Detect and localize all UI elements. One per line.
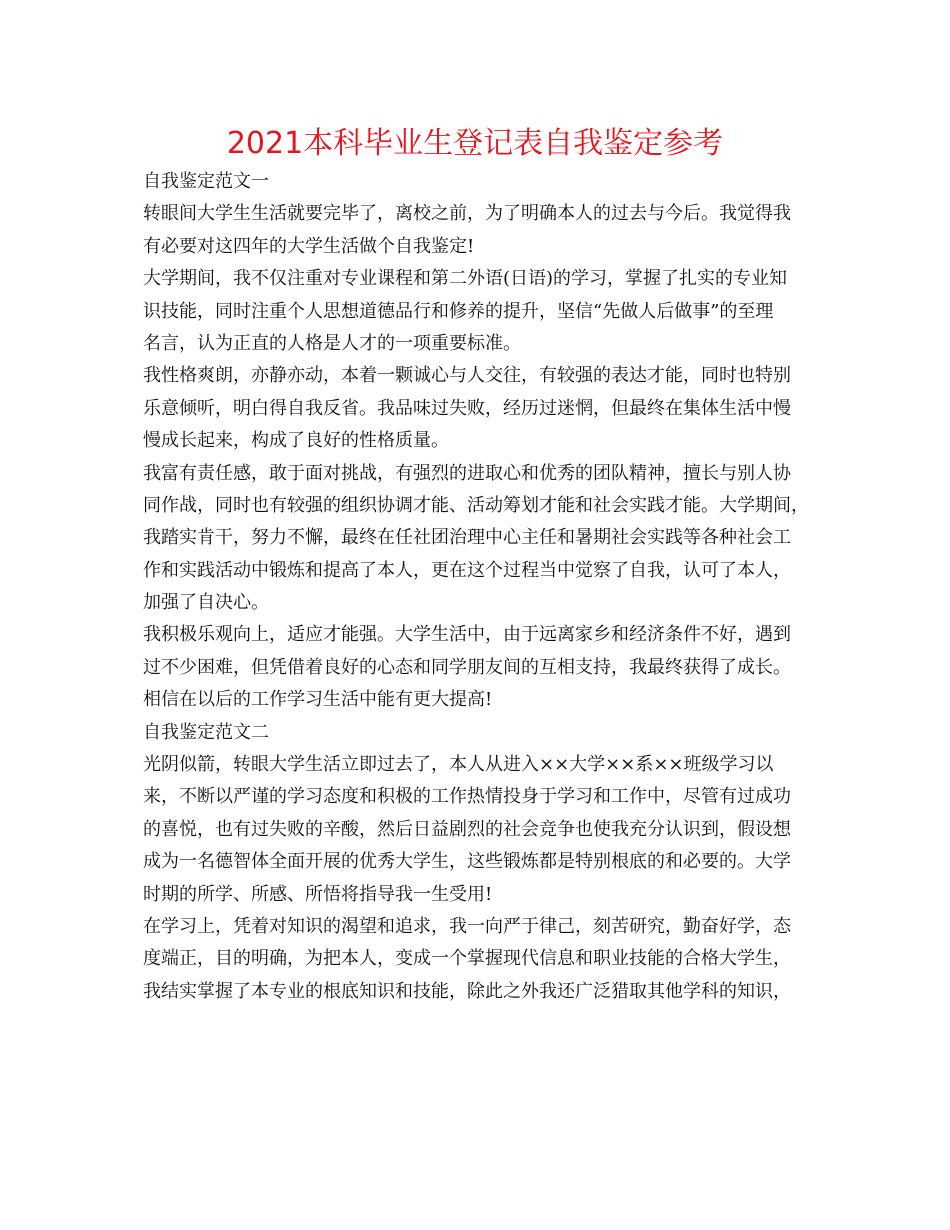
- text-line: 自我鉴定范文二: [143, 721, 269, 743]
- text-line: 有必要对这四年的大学生活做个自我鉴定!: [143, 235, 475, 257]
- text-line: 识技能，同时注重个人思想道德品行和修养的提升，坚信“先做人后做事”的至理: [143, 300, 774, 322]
- text-line: 乐意倾听，明白得自我反省。我品味过失败，经历过迷惘，但最终在集体生活中慢: [143, 397, 791, 419]
- text-line: 我结实掌握了本专业的根底知识和技能，除此之外我还广泛猎取其他学科的知识，: [143, 980, 791, 1002]
- text-line: 转眼间大学生生活就要完毕了，离校之前，为了明确本人的过去与今后。我觉得我: [143, 203, 791, 225]
- text-line: 作和实践活动中锻炼和提高了本人，更在这个过程当中觉察了自我，认可了本人，: [143, 559, 791, 581]
- text-line: 过不少困难，但凭借着良好的心态和同学朋友间的互相支持，我最终获得了成长。: [143, 656, 791, 678]
- text-line: 时期的所学、所感、所悟将指导我一生受用!: [143, 883, 493, 905]
- text-line: 我积极乐观向上，适应才能强。大学生活中，由于远离家乡和经济条件不好，遇到: [143, 624, 791, 646]
- document-body: [143, 166, 823, 1008]
- text-line: 我富有责任感，敢于面对挑战，有强烈的进取心和优秀的团队精神，擅长与别人协: [143, 462, 791, 484]
- document-title: 2021本科毕业生登记表自我鉴定参考: [226, 126, 724, 161]
- text-line: 我性格爽朗，亦静亦动，本着一颗诚心与人交往，有较强的表达才能，同时也特别: [143, 365, 791, 387]
- text-line: 来，不断以严谨的学习态度和积极的工作热情投身于学习和工作中，尽管有过成功: [143, 786, 791, 808]
- text-line: 光阴似箭，转眼大学生活立即过去了，本人从进入××大学××系××班级学习以: [143, 754, 774, 776]
- text-line: 度端正，目的明确，为把本人，变成一个掌握现代信息和职业技能的合格大学生，: [143, 948, 791, 970]
- text-line: 加强了自决心。: [143, 592, 269, 614]
- text-line: 同作战，同时也有较强的组织协调才能、活动筹划才能和社会实践才能。大学期间，: [143, 494, 809, 516]
- text-line: 自我鉴定范文一: [143, 171, 269, 192]
- text-line: 在学习上，凭着对知识的渴望和追求，我一向严于律己，刻苦研究，勤奋好学，态: [143, 915, 791, 937]
- text-line: 名言，认为正直的人格是人才的一项重要标准。: [143, 332, 521, 354]
- text-line: 相信在以后的工作学习生活中能有更大提高!: [143, 689, 493, 711]
- text-line: 大学期间，我不仅注重对专业课程和第二外语(日语)的学习，掌握了扎实的专业知: [143, 268, 788, 290]
- text-line: 我踏实肯干，努力不懈，最终在任社团治理中心主任和暑期社会实践等各种社会工: [143, 527, 791, 549]
- text-line: 的喜悦，也有过失败的辛酸，然后日益剧烈的社会竞争也使我充分认识到，假设想: [143, 818, 791, 840]
- text-line: 慢成长起来，构成了良好的性格质量。: [143, 430, 449, 452]
- text-line: 成为一名德智体全面开展的优秀大学生，这些锻炼都是特别根底的和必要的。大学: [143, 851, 791, 873]
